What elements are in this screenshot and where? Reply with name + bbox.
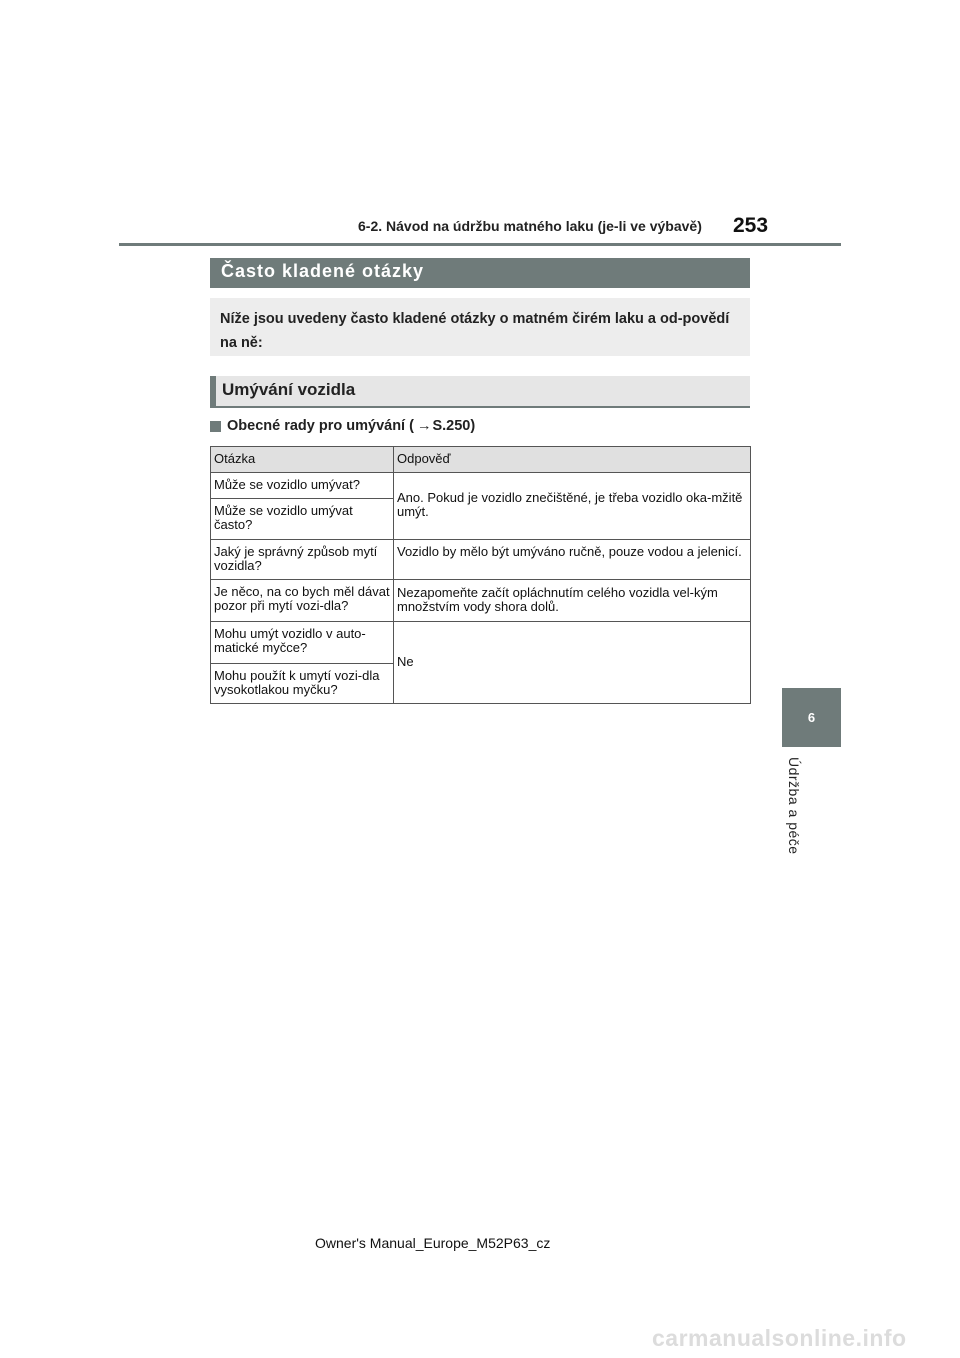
answer-cell: Nezapomeňte začít opláchnutím celého vozidla vel-kým množstvím vody shora dolů.: [394, 580, 751, 622]
bullet-page-reference[interactable]: S.250): [432, 418, 476, 434]
section-title-bar: [210, 258, 750, 288]
answer-cell: Ano. Pokud je vozidlo znečištěné, je třeba vozidlo oka-mžitě umýt.: [394, 473, 751, 540]
arrow-right-icon: →: [416, 418, 432, 434]
intro-box: [210, 298, 750, 356]
intro-text: Níže jsou uvedeny často kladené otázky o matném čirém laku a od-povědí na ně:: [220, 311, 730, 351]
chapter-side-tab[interactable]: [782, 688, 841, 747]
subsection-accent-bar: [210, 376, 216, 406]
page-number: 253: [733, 214, 769, 237]
table-row: [211, 580, 751, 622]
table-row: [211, 622, 751, 664]
answer-cell: Ne: [394, 622, 751, 704]
question-cell: Jaký je správný způsob mytí vozidla?: [211, 540, 394, 580]
header-divider: [119, 243, 841, 246]
chapter-number: 6: [807, 710, 816, 725]
footer-manual-id: Owner's Manual_Europe_M52P63_cz: [315, 1235, 551, 1251]
column-header-question: Otázka: [211, 447, 394, 473]
chapter-title-vertical: Údržba a péče: [786, 757, 802, 855]
question-cell: Je něco, na co bych měl dávat pozor při mytí vozi-dla?: [211, 580, 394, 622]
watermark-text: carmanualsonline.info: [652, 1325, 907, 1351]
question-cell: Může se vozidlo umývat často?: [211, 499, 394, 540]
section-title: Často kladené otázky: [221, 261, 425, 281]
square-bullet-icon: [210, 421, 221, 432]
bullet-text: Obecné rady pro umývání (: [227, 418, 414, 434]
table-row: [211, 540, 751, 580]
question-cell: Mohu použít k umytí vozi-dla vysokotlakou myčku?: [211, 664, 394, 704]
answer-cell: Vozidlo by mělo být umýváno ručně, pouze vodou a jelenicí.: [394, 540, 751, 580]
subsection-title: Umývání vozidla: [222, 380, 356, 399]
table-header-row: [211, 447, 751, 473]
column-header-answer: Odpověď: [394, 447, 751, 473]
header-section-title: 6-2. Návod na údržbu matného laku (je-li ve výbavě): [358, 218, 702, 234]
question-cell: Mohu umýt vozidlo v auto-matické myčce?: [211, 622, 394, 664]
question-cell: Může se vozidlo umývat?: [211, 473, 394, 499]
faq-table: [210, 446, 751, 704]
bullet-heading: [210, 416, 475, 436]
table-row: [211, 473, 751, 499]
subsection-header: [210, 376, 750, 408]
